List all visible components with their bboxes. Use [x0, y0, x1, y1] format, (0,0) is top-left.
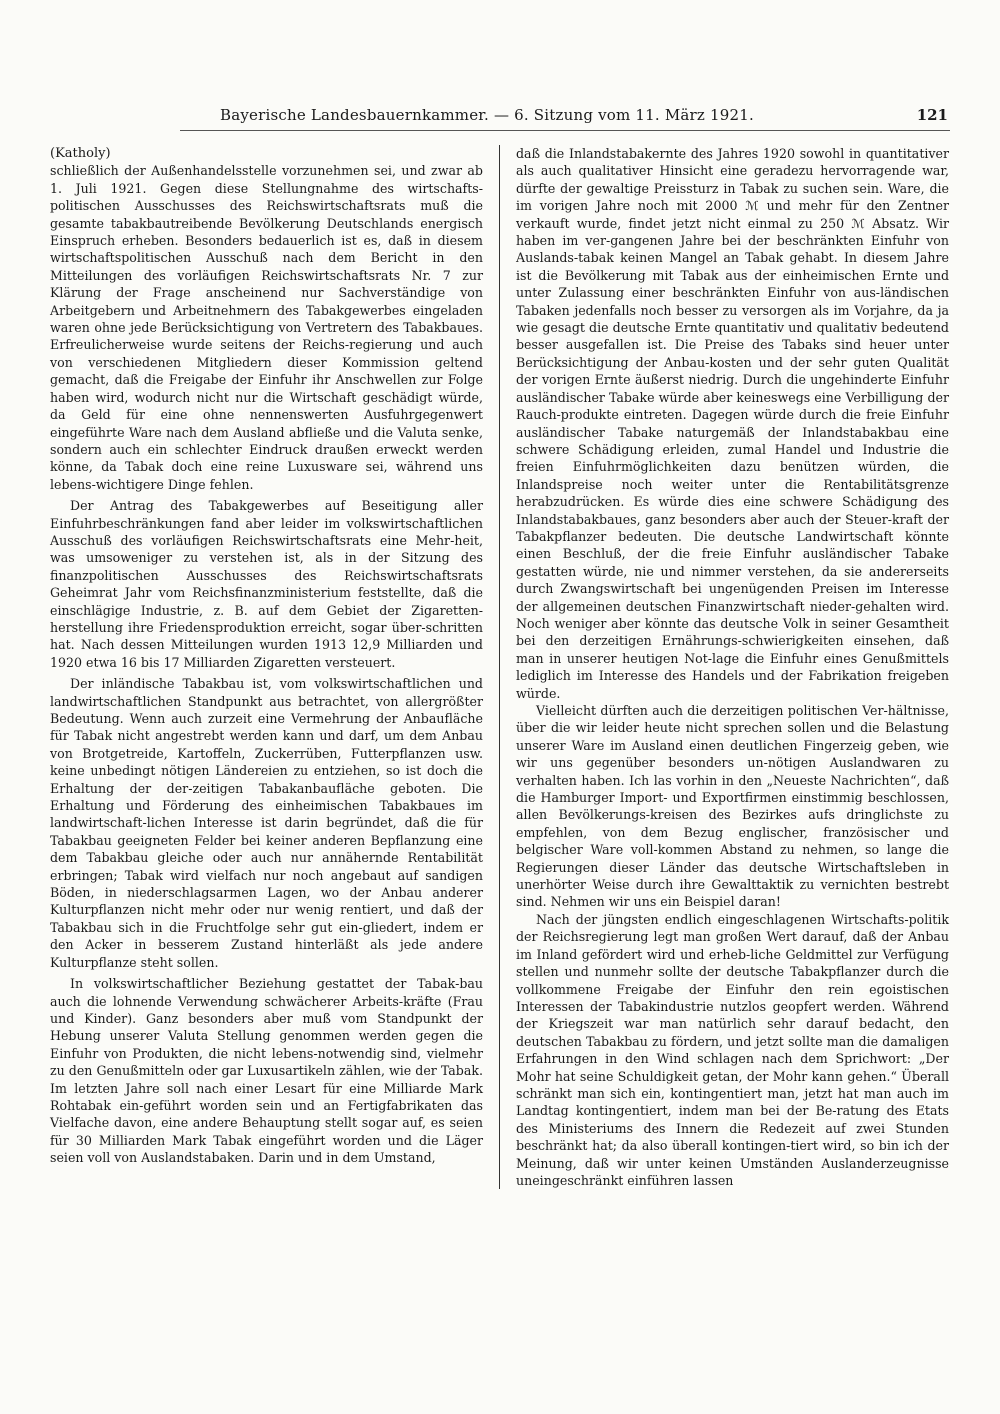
paragraph: Der Antrag des Tabakgewerbes auf Beseitigung aller Einfuhrbeschränkungen fand aber leider im volkswirtschaftlichen Ausschuß des vorläufigen Reichswirtschaftsrats eine Mehr-heit, was umsoweniger zu verstehen ist, als in der Sitzung des finanzpolitischen Ausschusses des Reichswirtschaftsrats Geheimrat Jahr vom Reichsfinanzministerium feststellte, daß die einschlägige Industrie, z. B. auf dem Gebiet der Zigaretten-herstellung ihre Friedensproduktion erreicht, sogar über-schritten hat. Nach dessen Mitteilungen wurden 1913 12,9 Milliarden und 1920 etwa 16 bis 17 Milliarden Zigaretten versteuert. [50, 498, 483, 670]
left-column [50, 145, 500, 1189]
paragraph: daß die Inlandstabakernte des Jahres 1920 sowohl in quantitativer als auch qualitativer Hinsicht eine geradezu hervorragende war, dürfte der gewaltige Preissturz in Tabak zu suchen sein. Ware, die im vorigen Jahre noch mit 2000 ℳ und mehr für den Zentner verkauft wurde, findet jetzt nicht einmal zu 250 ℳ Absatz. Wir haben im ver-gangenen Jahre bei der beschränkten Einfuhr von Auslands-tabak keinen Mangel an Tabak gehabt. In diesem Jahre ist die Bevölkerung mit Tabak aus der einheimischen Ernte und unter Zulassung einer beschränkten Einfuhr von aus-ländischen Tabaken jedenfalls noch besser zu versorgen als im Vorjahre, da ja wie gesagt die deutsche Ernte quantitativ und qualitativ bedeutend besser ausgefallen ist. Die Preise des Tabaks sind heuer unter Berücksichtigung der Anbau-kosten und der sehr guten Qualität der vorigen Ernte äußerst niedrig. Durch die ungehinderte Einfuhr ausländischer Tabake würde aber keineswegs eine Verbilligung der Rauch-produkte eintreten. Dagegen würde durch die freie Einfuhr ausländischer Tabake naturgemäß der Inlandstabakbau eine schwere Schädigung erleiden, zumal Handel und Industrie die freien Einfuhrmöglichkeiten dazu benützen würden, die Inlandspreise noch weiter unter die Rentabilitätsgrenze herabzudrücken. Es würde dies eine schwere Schädigung des Inlandstabakbaues, ganz besonders aber auch der Steuer-kraft der Tabakpflanzer bedeuten. Die deutsche Landwirtschaft könnte einen Beschluß, der die freie Einfuhr ausländischer Tabake gestatten würde, nie und nimmer verstehen, da sie andererseits durch Zwangswirtschaft bei ungenügenden Preisen im Interesse der allgemeinen deutschen Finanzwirtschaft nieder-gehalten wird. Noch weniger aber könnte das deutsche Volk in seiner Gesamtheit bei den derzeitigen Ernährungs-schwierigkeiten einsehen, daß man in unserer heutigen Not-lage die Einfuhr eines Genußmittels lediglich im Interesse des Handels und der Fabrikation freigeben würde. [516, 146, 949, 701]
page-number: 121 [916, 106, 948, 124]
paragraph: Vielleicht dürften auch die derzeitigen politischen Ver-hältnisse, über die wir leider heute nicht sprechen sollen und die Belastung unserer Ware im Ausland einen deutlichen Fingerzeig geben, wie wir uns gegenüber besonders un-nötigen Auslandwaren zu verhalten haben. Ich las vorhin in den „Neueste Nachrichten“, daß die Hamburger Import- und Exportfirmen einstimmig beschlossen, allen Bevölkerungs-kreisen des Bezirkes aufs dringlichste zu empfehlen, von dem Bezug englischer, französischer und belgischer Ware voll-kommen Abstand zu nehmen, so lange die Regierungen dieser Länder das deutsche Wirtschaftsleben in unerhörter Weise durch ihre Gewalttaktik zu vernichten bestrebt sind. Nehmen wir uns ein Beispiel daran! [516, 703, 949, 910]
right-column [500, 145, 949, 1189]
paragraph: In volkswirtschaftlicher Beziehung gestattet der Tabak-bau auch die lohnende Verwendung schwächerer Arbeits-kräfte (Frau und Kinder). Ganz besonders aber muß vom Standpunkt der Hebung unserer Valuta Stellung genommen werden gegen die Einfuhr von Produkten, die nicht lebens-notwendig sind, vielmehr zu den Genußmitteln oder gar Luxusartikeln zählen, wie der Tabak. Im letzten Jahre soll nach einer Lesart für eine Milliarde Mark Rohtabak ein-geführt worden sein und an Fertigfabrikaten das Vielfache davon, eine andere Behauptung stellt sogar auf, es seien für 30 Milliarden Mark Tabak eingeführt worden und die Läger seien voll von Auslandstabaken. Darin und in dem Umstand, [50, 976, 483, 1166]
paragraph: Der inländische Tabakbau ist, vom volkswirtschaftlichen und landwirtschaftlichen Standpunkt aus betrachtet, von allergrößter Bedeutung. Wenn auch zurzeit eine Vermehrung der Anbaufläche für Tabak nicht angestrebt werden kann und darf, um dem Anbau von Brotgetreide, Kartoffeln, Zuckerrüben, Futterpflanzen usw. keine unbedingt nötigen Ländereien zu entziehen, so ist doch die Erhaltung der der-zeitigen Tabakanbaufläche geboten. Die Erhaltung und Förderung des einheimischen Tabakbaues im landwirtschaft-lichen Interesse ist darin begründet, daß die für Tabakbau geeigneten Felder bei keiner anderen Bepflanzung eine dem Tabakbau gleiche oder auch nur annähernde Rentabilität erbringen; Tabak wird vielfach nur noch angebaut auf sandigen Böden, in niederschlagsarmen Lagen, wo der Anbau anderer Kulturpflanzen nicht mehr oder nur wenig rentiert, und daß der Tabakbau sich in die Fruchtfolge sehr gut ein-gliedert, indem er den Acker in besserem Zustand hinterläßt als jede andere Kulturpflanze steht sollen. [50, 676, 483, 970]
speaker-name: (Katholy) [50, 146, 111, 161]
paragraph: schließlich der Außenhandelsstelle vorzunehmen sei, und zwar ab 1. Juli 1921. Gegen diese Stellungnahme des wirtschafts-politischen Ausschusses des Reichswirtschaftsrats muß die gesamte tabakbautreibende Bevölkerung Deutschlands energisch Einspruch erheben. Besonders bedauerlich ist es, daß in diesem wirtschaftspolitischen Ausschuß nach dem Bericht in den Mitteilungen des vorläufigen Reichswirtschaftsrats Nr. 7 zur Klärung der Frage anscheinend nur Sachverständige von Arbeitgebern und Arbeitnehmern des Tabakgewerbes eingeladen waren ohne jede Berücksichtigung von Vertretern des Tabakbaues. Erfreulicherweise wurde seitens der Reichs-regierung und auch von verschiedenen Mitgliedern dieser Kommission geltend gemacht, daß die Freigabe der Einfuhr ihr Anschwellen zur Folge haben wird, wodurch nicht nur die Wirtschaft geschädigt würde, da Geld für eine ohne nennenswerten Ausfuhrgegenwert eingeführte Ware nach dem Ausland abfließe und die Valuta senke, sondern auch ein schlechter Eindruck draußen erweckt werden könne, da Tabak doch eine reine Luxusware sei, während uns lebens-wichtigere Dinge fehlen. [50, 163, 483, 492]
header-title: Bayerische Landesbauernkammer. — 6. Sitzung vom 11. März 1921. [220, 106, 754, 124]
paragraph: Nach der jüngsten endlich eingeschlagenen Wirtschafts-politik der Reichsregierung legt man großen Wert darauf, daß der Anbau im Inland gefördert wird und erheb-liche Geldmittel zur Verfügung stellen und nunmehr sollte der deutsche Tabakpflanzer durch die vollkommene Freigabe der Einfuhr den rein egoistischen Interessen der Tabakindustrie nutzlos geopfert werden. Während der Kriegszeit war man natürlich sehr darauf bedacht, den deutschen Tabakbau zu fördern, und jetzt sollte man die damaligen Erfahrungen in den Wind schlagen nach dem Sprichwort: „Der Mohr hat seine Schuldigkeit getan, der Mohr kann gehen.“ Überall schränkt man sich ein, kontingentiert man, jetzt hat man auch im Landtag kontingentiert, indem man bei der Be-ratung des Etats des Ministeriums des Innern die Redezeit auf zwei Stunden beschränkt hat; da also überall kontingen-tiert wird, so bin ich der Meinung, daß wir unter keinen Umständen Auslanderzeugnisse uneingeschränkt einführen lassen [516, 911, 949, 1188]
running-header [180, 104, 950, 131]
text-columns [50, 145, 950, 1189]
